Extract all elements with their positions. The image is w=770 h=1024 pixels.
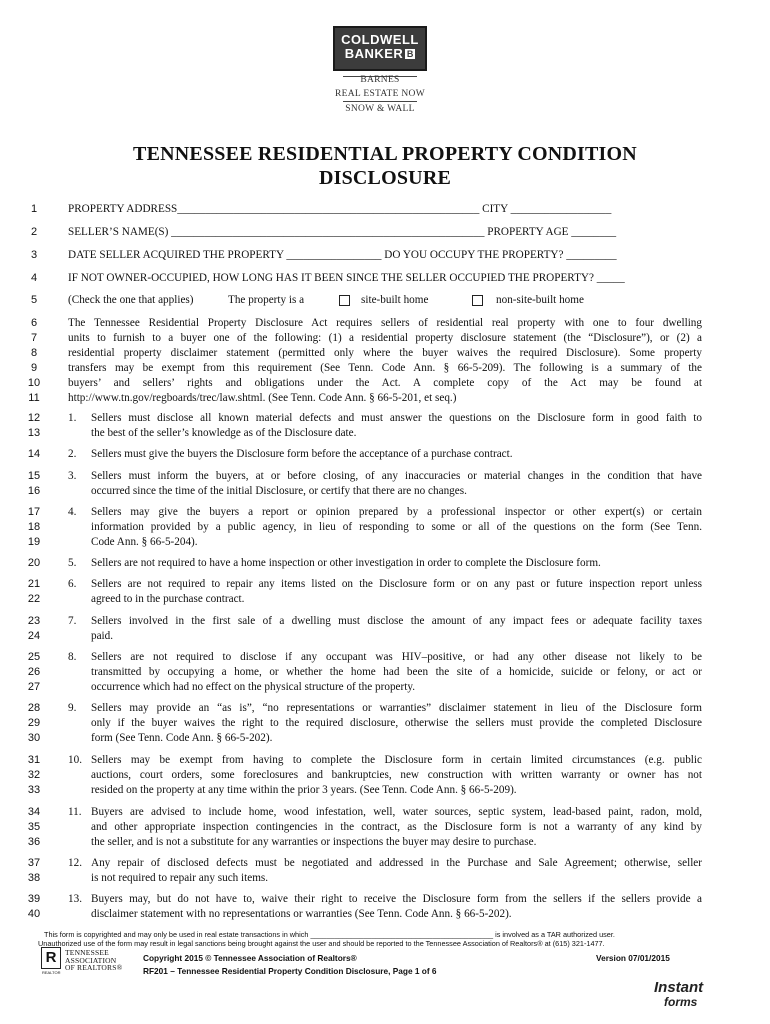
intro-line: buyers’ and sellers’ rights and obligations under the Act. A complete copy of the Act may be found at (68, 377, 702, 389)
list-item-line: Sellers may be exempt from having to complete the Disclosure form in certain limited circumstances (e.g. public (91, 754, 702, 766)
instant-logo-line2: forms (664, 995, 698, 1009)
form-identifier: RF201 – Tennessee Residential Property Condition Disclosure, Page 1 of 6 (143, 966, 437, 976)
realtor-r-icon: R (41, 947, 61, 969)
office-name-line1: BARNES (360, 75, 400, 85)
copyright-statement: Copyright 2015 © Tennessee Association of Realtors® (143, 953, 357, 963)
list-item-line: Buyers are advised to include home, wood infestation, well, water sources, septic system, lead-based paint, radon, mold, (91, 806, 702, 818)
instanet-forms-logo (654, 981, 703, 1009)
line-number: 32 (27, 769, 41, 781)
realtor-mark-label: REALTOR (42, 970, 61, 975)
line-number: 12 (27, 412, 41, 424)
line-number: 1 (30, 203, 38, 215)
line-number: 25 (27, 651, 41, 663)
logo-text-line2: BANKER (344, 46, 404, 61)
list-item-number: 8. (68, 651, 77, 663)
list-item-line: occurrence which had no effect on the physical structure of the property. (91, 681, 415, 693)
logo-text-line1: COLDWELL (341, 32, 419, 47)
list-item-line: Sellers may give the buyers a report or opinion prepared by a professional inspector or other expert(s) or certain (91, 506, 702, 518)
instant-logo-line1: Instant (654, 979, 704, 996)
list-item-line: Buyers may, but do not have to, waive their right to receive the Disclosure form from the sellers if the sellers provide a (91, 893, 702, 905)
form-version: Version 07/01/2015 (596, 953, 670, 963)
list-item-line: Code Ann. § 66-5-204). (91, 536, 198, 548)
line-number: 8 (30, 347, 38, 359)
line-number: 14 (27, 448, 41, 460)
line-number: 21 (27, 578, 41, 590)
office-name-line2: REAL ESTATE NOW (335, 89, 425, 99)
line-number: 28 (27, 702, 41, 714)
line-number: 4 (30, 272, 38, 284)
list-item-line: agreed to in the purchase contract. (91, 593, 245, 605)
line-number: 6 (30, 317, 38, 329)
form-title-line1: TENNESSEE RESIDENTIAL PROPERTY CONDITION (133, 143, 637, 165)
line-number: 33 (27, 784, 41, 796)
intro-line: transfers may be exempt from this requirement (See Tenn. Code Ann. § 66-5-209). The following is a summary of the (68, 362, 702, 374)
list-item-number: 9. (68, 702, 77, 714)
line-number: 36 (27, 836, 41, 848)
office-name-line3: SNOW & WALL (345, 104, 415, 114)
line-number: 19 (27, 536, 41, 548)
line-number: 27 (27, 681, 41, 693)
line-number: 16 (27, 485, 41, 497)
unauthorized-use-warning: Unauthorized use of the form may result in legal sanctions being brought against the user and should be reported to the Tennessee Association of Realtors® at (615) 321-1477. (38, 939, 605, 948)
line-number: 18 (27, 521, 41, 533)
office-divider-bottom (343, 101, 417, 102)
property-type-label: The property is a (228, 294, 305, 306)
line-number: 9 (30, 362, 38, 374)
site-built-label: site-built home (361, 294, 429, 306)
not-occupied-field[interactable]: IF NOT OWNER-OCCUPIED, HOW LONG HAS IT BEEN SINCE THE SELLER OCCUPIED THE PROPERTY? _____ (68, 272, 625, 284)
line-number: 24 (27, 630, 41, 642)
line-number: 30 (27, 732, 41, 744)
line-number: 2 (30, 226, 38, 238)
intro-line: The Tennessee Residential Property Disclosure Act requires sellers of residential real property with one to four dwelling (68, 317, 702, 329)
line-number: 5 (30, 294, 38, 306)
list-item-number: 2. (68, 448, 77, 460)
form-title-line2: DISCLOSURE (318, 167, 452, 189)
list-item-number: 7. (68, 615, 77, 627)
list-item-line: auctions, court orders, some foreclosures and bankruptcies, new construction with written warranty or owner has not (91, 769, 702, 781)
line-number: 39 (27, 893, 41, 905)
assoc-line2: ASSOCIATION (65, 955, 117, 965)
line-number: 23 (27, 615, 41, 627)
line-number: 37 (27, 857, 41, 869)
list-item-line: form (See Tenn. Code Ann. § 66-5-202). (91, 732, 273, 744)
list-item-line: Sellers are not required to repair any items listed on the Disclosure form or on any past or future inspection report unless (91, 578, 702, 590)
line-number: 7 (30, 332, 38, 344)
line-number: 26 (27, 666, 41, 678)
list-item-line: occurred since the time of the initial Disclosure, or certify that there are no changes. (91, 485, 467, 497)
list-item-line: Sellers must inform the buyers, at or before closing, of any inaccuracies or material changes in the condition that have (91, 470, 702, 482)
list-item-line: Sellers must disclose all known material defects and must answer the questions on the Disclosure form in good faith to (91, 412, 702, 424)
assoc-line3: OF REALTORS® (65, 963, 123, 972)
list-item-number: 13. (68, 893, 82, 905)
list-item-line: Sellers are not required to have a home inspection or other investigation in order to complete the Disclosure form. (91, 557, 601, 569)
intro-line: units to furnish to a buyer one of the following: (1) a residential property disclosure statement (the “Disclosure”), or (2) a (68, 332, 702, 344)
intro-line: residential property disclaimer statement (permitted only where the buyer waives the required Disclosure). Some property (68, 347, 702, 359)
list-item-number: 5. (68, 557, 77, 569)
list-item-line: Sellers involved in the first sale of a dwelling must disclose the amount of any impact fees or adequate facility taxes (91, 615, 702, 627)
line-number: 17 (27, 506, 41, 518)
tar-association-logo (65, 949, 123, 972)
assoc-line1: TENNESSEE (65, 948, 109, 957)
line-number: 31 (27, 754, 41, 766)
list-item-line: the best of the seller’s knowledge as of the Disclosure date. (91, 427, 357, 439)
list-item-number: 4. (68, 506, 77, 518)
list-item-line: paid. (91, 630, 114, 642)
line-number: 40 (27, 908, 41, 920)
sellers-name-field[interactable]: SELLER’S NAME(S) ________________________________________________________ PROPERTY AGE ________ (68, 226, 617, 238)
list-item-line: transmitted by occupying a home, or whether the home had been the site of a homicide, suicide or felony, or act or (91, 666, 702, 678)
coldwell-banker-logo (333, 26, 427, 71)
list-item-number: 1. (68, 412, 77, 424)
copyright-notice: This form is copyrighted and may only be used in real estate transactions in which _____________________________________________ is involved as a TAR authorized user. (44, 930, 615, 939)
line-number: 29 (27, 717, 41, 729)
check-instruction: (Check the one that applies) (68, 294, 194, 306)
list-item-line: Sellers must give the buyers the Disclosure form before the acceptance of a purchase contract. (91, 448, 513, 460)
line-number: 34 (27, 806, 41, 818)
list-item-number: 6. (68, 578, 77, 590)
list-item-number: 11. (68, 806, 82, 818)
site-built-checkbox[interactable] (339, 295, 350, 306)
line-number: 20 (27, 557, 41, 569)
non-site-built-checkbox[interactable] (472, 295, 483, 306)
property-address-field[interactable]: PROPERTY ADDRESS______________________________________________________ CITY __________________ (68, 203, 612, 215)
line-number: 35 (27, 821, 41, 833)
list-item-number: 3. (68, 470, 77, 482)
line-number: 13 (27, 427, 41, 439)
non-site-built-label: non-site-built home (496, 294, 584, 306)
list-item-line: disclaimer statement with no representations or warranties (See Tenn. Code Ann. § 66-5-202). (91, 908, 512, 920)
list-item-line: only if the buyer waives the right to the required disclosure, otherwise the sellers must provide the completed Disclosure (91, 717, 702, 729)
list-item-number: 12. (68, 857, 82, 869)
line-number: 15 (27, 470, 41, 482)
list-item-line: the seller, and is not a substitute for any warranties or inspections the buyer may desire to purchase. (91, 836, 537, 848)
line-number: 10 (27, 377, 41, 389)
intro-line: http://www.tn.gov/regboards/trec/law.shtml. (See Tenn. Code Ann. § 66-5-201, et seq.) (68, 392, 457, 404)
logo-mark-icon: B (406, 49, 414, 59)
list-item-line: Sellers may provide an “as is”, “no representations or warranties” disclaimer statement in lieu of the Disclosure form (91, 702, 702, 714)
list-item-line: resided on the property at any time within the prior 3 years. (See Tenn. Code Ann. § 66-5-209). (91, 784, 517, 796)
list-item-line: is not required to repair any such items. (91, 872, 269, 884)
line-number: 3 (30, 249, 38, 261)
list-item-line: Any repair of disclosed defects must be negotiated and addressed in the Purchase and Sale Agreement; otherwise, seller (91, 857, 702, 869)
list-item-line: and other appropriate inspection contingencies in the contract, as the Disclosure form is not a warranty of any kind by (91, 821, 702, 833)
list-item-line: information provided by a public agency, in lieu of responding to some or all of the questions on the form (See Tenn. (91, 521, 702, 533)
line-number: 22 (27, 593, 41, 605)
line-number: 11 (28, 392, 40, 404)
list-item-line: Sellers are not required to disclose if any occupant was HIV–positive, or had any other disease not likely to be (91, 651, 702, 663)
list-item-number: 10. (68, 754, 82, 766)
date-acquired-field[interactable]: DATE SELLER ACQUIRED THE PROPERTY _________________ DO YOU OCCUPY THE PROPERTY? _________ (68, 249, 617, 261)
line-number: 38 (27, 872, 41, 884)
